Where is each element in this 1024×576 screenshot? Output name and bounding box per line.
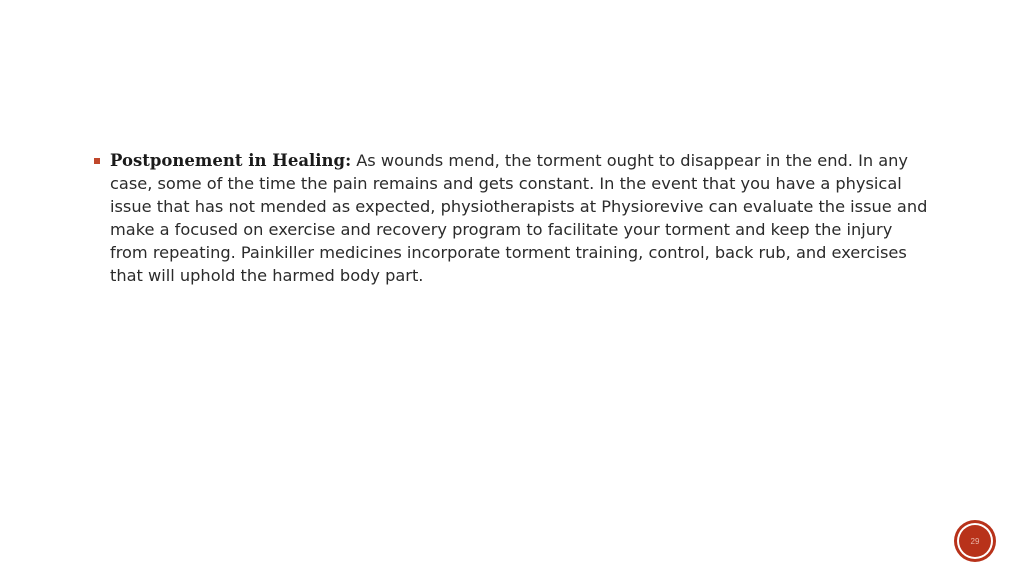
square-bullet-icon xyxy=(94,158,100,164)
bullet-item xyxy=(94,149,934,287)
bullet-heading: Postponement in Healing: xyxy=(110,151,352,170)
page-number-badge xyxy=(957,523,993,559)
page-number: 29 xyxy=(970,536,980,546)
bullet-body: As wounds mend, the torment ought to disappear in the end. In any case, some of the time the pain remains and gets constant. In the event that you have a physical issue that has not mended as expected, physiotherapists at Physiorevive can evaluate the issue and make a focused on exercise and recovery program to facilitate your torment and keep the injury from repeating. Painkiller medicines incorporate torment training, control, back rub, and exercises that will uphold the harmed body part. xyxy=(110,151,928,285)
bullet-paragraph xyxy=(110,149,934,287)
